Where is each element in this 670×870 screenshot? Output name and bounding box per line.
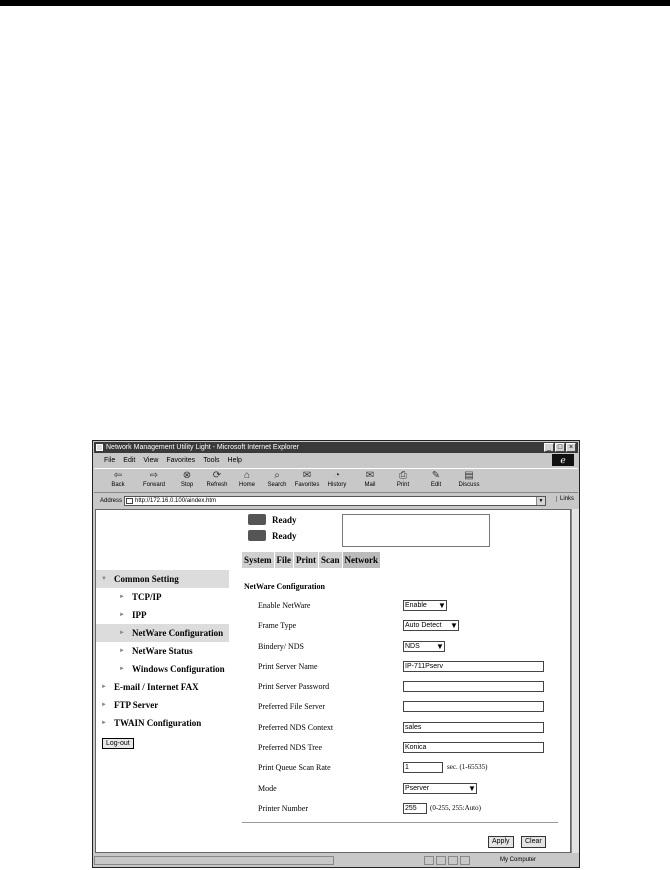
main-tabs — [242, 552, 381, 568]
menu-tools[interactable]: Tools — [203, 456, 220, 464]
dropdown-arrow-icon[interactable]: ▼ — [436, 641, 444, 651]
text-input[interactable] — [403, 701, 544, 712]
standard-toolbar — [94, 468, 578, 493]
bullet-arrow-icon: ► — [119, 594, 125, 600]
field-label: Preferred NDS Context — [258, 722, 334, 732]
field-label: Print Server Name — [258, 661, 318, 671]
browser-window — [92, 440, 580, 868]
bullet-arrow-icon: ► — [119, 666, 125, 672]
form-row — [258, 680, 568, 700]
sidebar-item-windows-configuration[interactable] — [96, 660, 229, 678]
edit-icon: ✎ — [431, 470, 441, 481]
toolbar-label: Stop — [180, 482, 194, 488]
tab-system[interactable]: System — [242, 552, 275, 568]
field-label: Preferred File Server — [258, 702, 326, 712]
text-input[interactable]: sales — [403, 722, 544, 733]
refresh-icon: ⟳ — [212, 470, 222, 481]
window-title: Network Management Utility Light - Microsoft Internet Explorer — [106, 444, 299, 451]
menu-help[interactable]: Help — [227, 456, 242, 464]
discuss-icon: ▤ — [464, 470, 474, 481]
bullet-arrow-icon: ► — [119, 630, 125, 636]
printer-status-text: Ready — [272, 515, 297, 525]
toolbar-back-button[interactable] — [100, 469, 136, 488]
sidebar-item-netware-configuration[interactable] — [96, 624, 229, 642]
status-bar-cell — [424, 856, 434, 865]
toolbar-label: Search — [267, 482, 287, 488]
status-bar — [94, 855, 578, 867]
menu-view[interactable]: View — [143, 456, 159, 464]
netware-form — [258, 599, 568, 822]
ie-app-icon — [96, 444, 103, 451]
form-row — [258, 721, 568, 741]
toolbar-home-button[interactable] — [232, 469, 262, 488]
printer-number-input[interactable]: 255 — [403, 803, 427, 814]
device-status-panel — [244, 512, 344, 546]
bullet-arrow-icon: ► — [119, 612, 125, 618]
status-bar-cell — [436, 856, 446, 865]
form-row — [258, 782, 568, 802]
toolbar-print-button[interactable] — [388, 469, 418, 488]
toolbar-refresh-button[interactable] — [202, 469, 232, 488]
text-input[interactable]: Konica — [403, 742, 544, 753]
title-bar — [94, 442, 578, 453]
status-bar-cell — [460, 856, 470, 865]
address-input[interactable] — [124, 496, 546, 506]
vertical-scrollbar[interactable] — [571, 509, 579, 853]
forward-arrow-icon: ⇨ — [149, 470, 159, 481]
toolbar-history-button[interactable] — [322, 469, 352, 488]
toolbar-label: Refresh — [206, 482, 228, 488]
sidebar-item-ftp-server[interactable] — [96, 696, 229, 714]
sidebar-item-netware-status[interactable] — [96, 642, 229, 660]
form-row — [258, 619, 568, 639]
text-input[interactable] — [403, 681, 544, 692]
toolbar-label: Favorites — [294, 482, 320, 488]
sidebar-item-e-mail-internet-fax[interactable] — [96, 678, 229, 696]
status-bar-cell — [448, 856, 458, 865]
sidebar-item-twain-configuration[interactable] — [96, 714, 229, 732]
address-url: http://172.16.0.100/aindex.htm — [135, 498, 217, 504]
home-icon: ⌂ — [243, 470, 251, 481]
status-bar-main — [94, 856, 334, 865]
field-hint: (0-255, 255:Auto) — [430, 803, 481, 812]
toolbar-label: Back — [111, 482, 125, 488]
scanner-status — [244, 528, 344, 544]
menu-favorites[interactable]: Favorites — [166, 456, 196, 464]
links-button[interactable]: Links — [556, 496, 574, 502]
tab-file[interactable]: File — [275, 552, 295, 568]
expanded-arrow-icon: ▼ — [101, 576, 107, 582]
back-arrow-icon: ⇦ — [113, 470, 123, 481]
form-row — [258, 599, 568, 619]
bullet-arrow-icon: ► — [101, 684, 107, 690]
sidebar-item-label: TWAIN Configuration — [114, 718, 202, 728]
toolbar-label: Mail — [364, 482, 376, 488]
form-row — [258, 802, 568, 822]
toolbar-favorites-button[interactable] — [292, 469, 322, 488]
sidebar-item-label: NetWare Status — [132, 646, 193, 656]
field-label: Frame Type — [258, 621, 297, 631]
address-dropdown-icon[interactable]: ▼ — [536, 497, 545, 505]
bullet-arrow-icon: ► — [101, 720, 107, 726]
maximize-button[interactable]: □ — [555, 443, 565, 452]
menu-edit[interactable]: Edit — [123, 456, 136, 464]
toolbar-edit-button[interactable] — [418, 469, 454, 488]
field-label: Printer Number — [258, 803, 308, 813]
form-row — [258, 761, 568, 781]
toolbar-stop-button[interactable] — [172, 469, 202, 488]
menu-file[interactable]: File — [104, 456, 116, 464]
scan-rate-input[interactable]: 1 — [403, 762, 443, 773]
dropdown-arrow-icon[interactable]: ▼ — [438, 601, 446, 610]
toolbar-label: Print — [396, 482, 410, 488]
zone-label: My Computer — [500, 857, 537, 863]
field-hint: sec. (1-65535) — [447, 763, 488, 772]
sidebar-item-ipp[interactable] — [96, 606, 229, 624]
scanner-status-text: Ready — [272, 531, 297, 541]
toolbar-label: Home — [238, 482, 255, 488]
toolbar-discuss-button[interactable] — [454, 469, 484, 488]
select-field[interactable]: Auto Detect — [403, 620, 459, 631]
sidebar-item-common-setting[interactable] — [96, 570, 229, 588]
form-row — [258, 640, 568, 660]
printer-status — [244, 512, 344, 528]
clear-button[interactable]: Clear — [521, 836, 546, 848]
field-label: Print Queue Scan Rate — [258, 763, 331, 773]
sidebar-item-tcp-ip[interactable] — [96, 588, 229, 606]
sidebar-item-label: Common Setting — [114, 574, 179, 584]
sidebar-item-label: Windows Configuration — [132, 664, 225, 674]
sidebar-item-label: E-mail / Internet FAX — [114, 682, 199, 692]
sidebar-item-label: NetWare Configuration — [132, 628, 224, 638]
select-field[interactable]: Pserver — [403, 783, 477, 794]
close-button[interactable]: × — [566, 443, 576, 452]
form-title: NetWare Configuration — [244, 582, 325, 591]
toolbar-label: Edit — [430, 482, 442, 488]
tab-print[interactable]: Print — [294, 552, 319, 568]
field-label: Mode — [258, 783, 277, 793]
bullet-arrow-icon: ► — [101, 702, 107, 708]
toolbar-label: Forward — [142, 482, 165, 488]
sidebar-item-label: FTP Server — [114, 700, 159, 710]
field-label: Enable NetWare — [258, 601, 311, 610]
favorites-icon: ✉ — [302, 470, 312, 481]
print-icon: ⎙ — [399, 470, 407, 481]
tab-network[interactable]: Network — [343, 552, 382, 568]
toolbar-label: Discuss — [458, 482, 480, 488]
minimize-button[interactable]: _ — [544, 443, 554, 452]
toolbar-label: History — [327, 482, 347, 488]
bullet-arrow-icon: ► — [119, 648, 125, 654]
text-input[interactable]: IP-711Pserv — [403, 661, 544, 672]
select-field[interactable]: Enable — [403, 600, 447, 611]
toolbar-mail-button[interactable] — [352, 469, 388, 488]
address-bar — [94, 495, 578, 507]
field-label: Bindery/ NDS — [258, 641, 304, 651]
tab-scan[interactable]: Scan — [319, 552, 343, 568]
page-top-rule — [0, 0, 670, 6]
address-label: Address — [100, 498, 123, 504]
sidebar-nav — [96, 570, 229, 732]
mail-icon: ✉ — [365, 470, 375, 481]
apply-button[interactable]: Apply — [488, 836, 514, 848]
field-label: Print Server Password — [258, 682, 330, 692]
dropdown-arrow-icon[interactable]: ▼ — [468, 783, 476, 793]
printer-icon — [248, 514, 266, 525]
dropdown-arrow-icon[interactable]: ▼ — [450, 621, 458, 631]
menu-bar — [94, 454, 578, 466]
sidebar-item-label: TCP/IP — [132, 592, 162, 602]
message-box — [342, 514, 490, 547]
page-icon — [126, 498, 133, 504]
select-field[interactable]: NDS — [403, 641, 445, 652]
toolbar-search-button[interactable] — [262, 469, 292, 488]
toolbar-forward-button[interactable] — [136, 469, 172, 488]
ie-logo-icon: ℯ — [552, 454, 574, 466]
form-divider — [242, 822, 558, 823]
stop-icon: ⊗ — [182, 470, 192, 481]
form-row — [258, 660, 568, 680]
search-icon: ⌕ — [274, 470, 280, 481]
zone-indicator — [488, 856, 536, 865]
logout-button[interactable]: Log-out — [102, 738, 134, 749]
scanner-icon — [248, 530, 266, 541]
page-content — [95, 509, 571, 853]
field-label: Preferred NDS Tree — [258, 743, 322, 753]
sidebar-item-label: IPP — [132, 610, 147, 620]
form-row — [258, 741, 568, 761]
form-row — [258, 700, 568, 720]
history-icon: ◔ — [333, 470, 341, 481]
